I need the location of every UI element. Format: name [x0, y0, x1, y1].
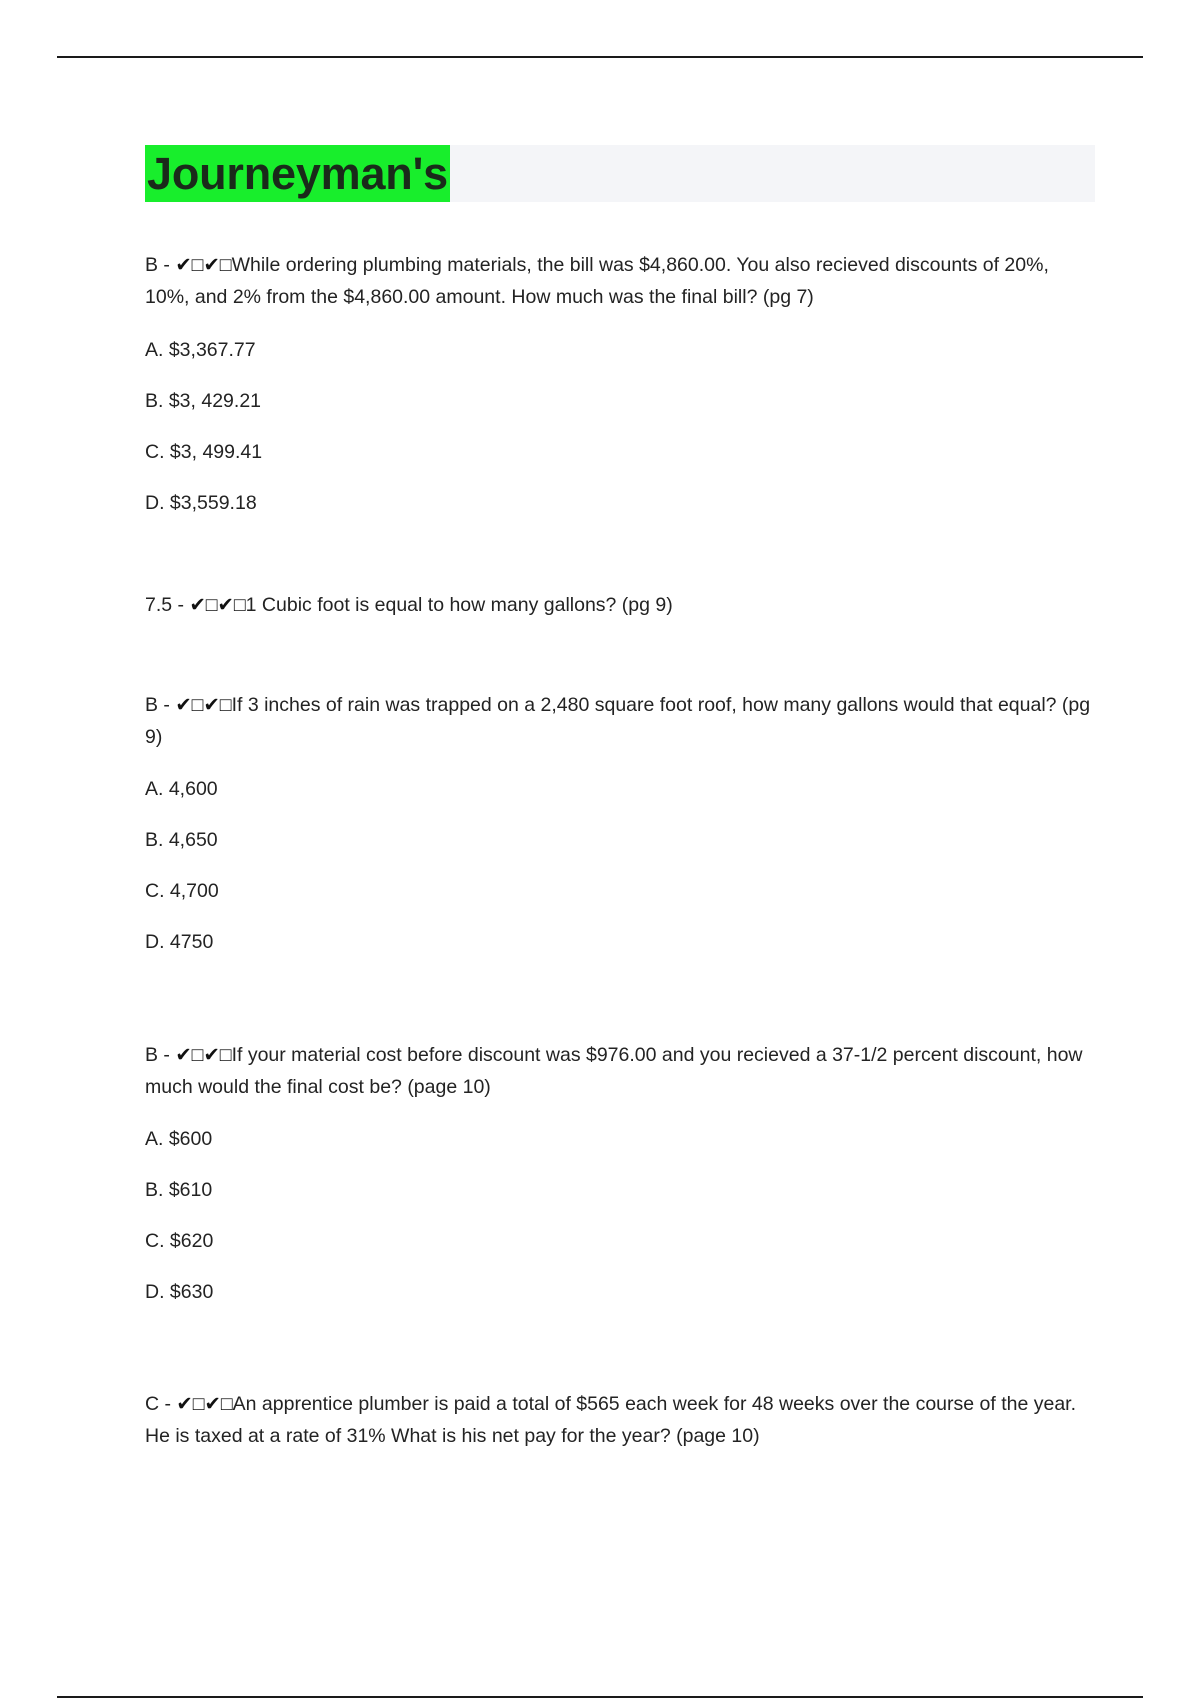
option-c: C. $3, 499.41: [145, 441, 263, 463]
answer-prefix: 7.5 -: [145, 594, 190, 616]
question-text: If your material cost before discount was $976.00 and you recieved a 37-1/2 percent discount, how much would the final cost be? (page 10): [145, 1044, 1083, 1098]
document-page: [145, 145, 1095, 1452]
question-4: [145, 1039, 1095, 1103]
footer-rule: [57, 1696, 1143, 1698]
option-b: B. 4,650: [145, 829, 218, 851]
checkmark-icon: ✔□✔□: [175, 254, 232, 276]
page-title: Journeyman's: [145, 145, 450, 202]
option-d: D. $630: [145, 1281, 214, 1303]
answer-prefix: B -: [145, 254, 176, 276]
question-1-options: [145, 337, 1095, 516]
option-c: C. $620: [145, 1230, 214, 1252]
checkmark-icon: ✔□✔□: [175, 1044, 232, 1066]
question-text: An apprentice plumber is paid a total of $565 each week for 48 weeks over the course of the year. He is taxed at a rate of 31% What is his net pay for the year? (page 10): [145, 1393, 1076, 1447]
question-text: While ordering plumbing materials, the bill was $4,860.00. You also recieved discounts of 20%, 10%, and 2% from the $4,860.00 amount. How much was the final bill? (pg 7): [145, 254, 1049, 308]
option-a: A. 4,600: [145, 778, 218, 800]
question-1: [145, 249, 1095, 313]
option-b: B. $3, 429.21: [145, 390, 262, 412]
option-a: A. $3,367.77: [145, 339, 256, 361]
question-5: [145, 1388, 1095, 1452]
question-3-options: [145, 776, 1095, 955]
checkmark-icon: ✔□✔□: [176, 1393, 233, 1415]
question-3: [145, 689, 1095, 753]
question-text: 1 Cubic foot is equal to how many gallons? (pg 9): [245, 594, 673, 616]
question-2: [145, 589, 1095, 621]
answer-prefix: C -: [145, 1393, 177, 1415]
title-bar: [145, 145, 1095, 202]
question-text: If 3 inches of rain was trapped on a 2,480 square foot roof, how many gallons would that equal? (pg 9): [145, 694, 1091, 748]
answer-prefix: B -: [145, 694, 176, 716]
checkmark-icon: ✔□✔□: [189, 594, 246, 616]
answer-prefix: B -: [145, 1044, 176, 1066]
option-d: D. $3,559.18: [145, 492, 257, 514]
option-d: D. 4750: [145, 931, 214, 953]
header-rule: [57, 56, 1143, 58]
checkmark-icon: ✔□✔□: [175, 694, 232, 716]
question-4-options: [145, 1126, 1095, 1305]
option-a: A. $600: [145, 1128, 213, 1150]
option-c: C. 4,700: [145, 880, 219, 902]
option-b: B. $610: [145, 1179, 213, 1201]
